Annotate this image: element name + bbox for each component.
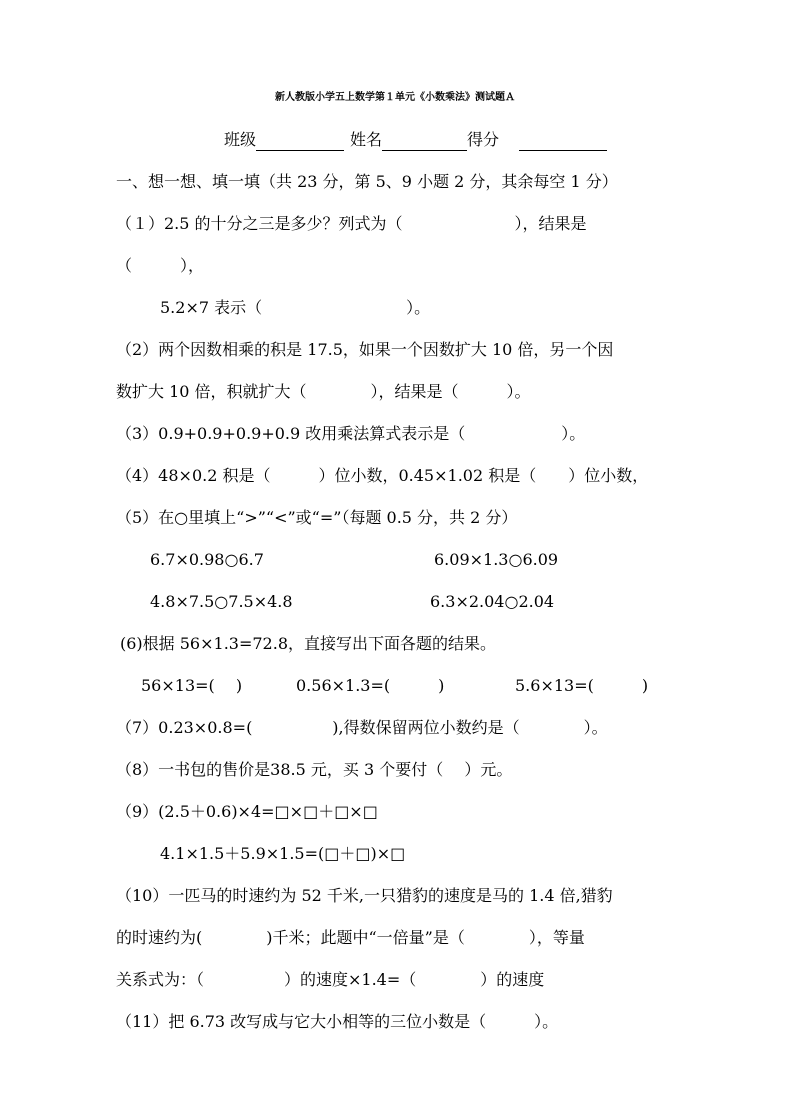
question-6: (6)根据 56×1.3=72.8，直接写出下面各题的结果。 <box>120 634 496 653</box>
question-8: （8）一书包的售价是38.5 元，买 3 个要付（ ）元。 <box>116 760 513 779</box>
question-6-item-c: 5.6×13=( ) <box>515 676 649 695</box>
question-9-line-2: 4.1×1.5＋5.9×1.5=(□＋□)×□ <box>160 844 406 863</box>
question-1-line-2: （ ）， <box>116 256 205 275</box>
question-5-item-a: 6.7×0.98○6.7 <box>150 550 264 569</box>
question-2-line-2: 数扩大 10 倍，积就扩大（ ），结果是（ ）。 <box>116 382 531 401</box>
question-6-item-b: 0.56×1.3=( ) <box>296 676 445 695</box>
question-7: （7）0.23×0.8=( ),得数保留两位小数约是（ ）。 <box>116 718 608 737</box>
class-blank[interactable] <box>256 132 344 151</box>
question-5-item-d: 6.3×2.04○2.04 <box>430 592 555 611</box>
question-1-line-3: 5.2×7 表示（ ）。 <box>160 298 431 317</box>
question-5-item-c: 4.8×7.5○7.5×4.8 <box>150 592 293 611</box>
question-10-line-2: 的时速约为( )千米；此题中“一倍量”是（ ），等量 <box>116 928 585 947</box>
student-info-row <box>224 129 607 151</box>
question-3: （3）0.9+0.9+0.9+0.9 改用乘法算式表示是（ ）。 <box>116 424 586 443</box>
question-2-line-1: （2）两个因数相乘的积是 17.5，如果一个因数扩大 10 倍，另一个因 <box>116 340 614 359</box>
name-blank[interactable] <box>382 132 467 151</box>
score-label: 得分 <box>467 130 500 149</box>
question-6-item-a: 56×13=( ) <box>141 676 243 695</box>
question-5-item-b: 6.09×1.3○6.09 <box>434 550 559 569</box>
section-heading: 一、想一想、填一填（共 23 分，第 5、9 小题 2 分，其余每空 1 分） <box>116 172 618 191</box>
page-title: 新人教版小学五上数学第１单元《小数乘法》测试题Ａ <box>275 92 515 103</box>
name-label: 姓名 <box>350 130 383 149</box>
question-9-line-1: （9）(2.5＋0.6)×4=□×□＋□×□ <box>116 802 378 821</box>
class-label: 班级 <box>224 130 257 149</box>
question-1-line-1: （１）2.5 的十分之三是多少？列式为（ ），结果是 <box>116 214 587 233</box>
question-11: （11）把 6.73 改写成与它大小相等的三位小数是（ ）。 <box>116 1012 559 1031</box>
score-blank[interactable] <box>519 132 607 151</box>
question-10-line-3: 关系式为：（ ）的速度×1.4=（ ）的速度 <box>116 970 545 989</box>
question-10-line-1: （10）一匹马的时速约为 52 千米,一只猎豹的速度是马的 1.4 倍,猎豹 <box>116 886 613 905</box>
question-4: （4）48×0.2 积是（ ）位小数，0.45×1.02 积是（ ）位小数， <box>116 466 649 485</box>
question-5: （5）在○里填上“>”“<”或“=”（每题 0.5 分，共 2 分） <box>116 508 518 527</box>
